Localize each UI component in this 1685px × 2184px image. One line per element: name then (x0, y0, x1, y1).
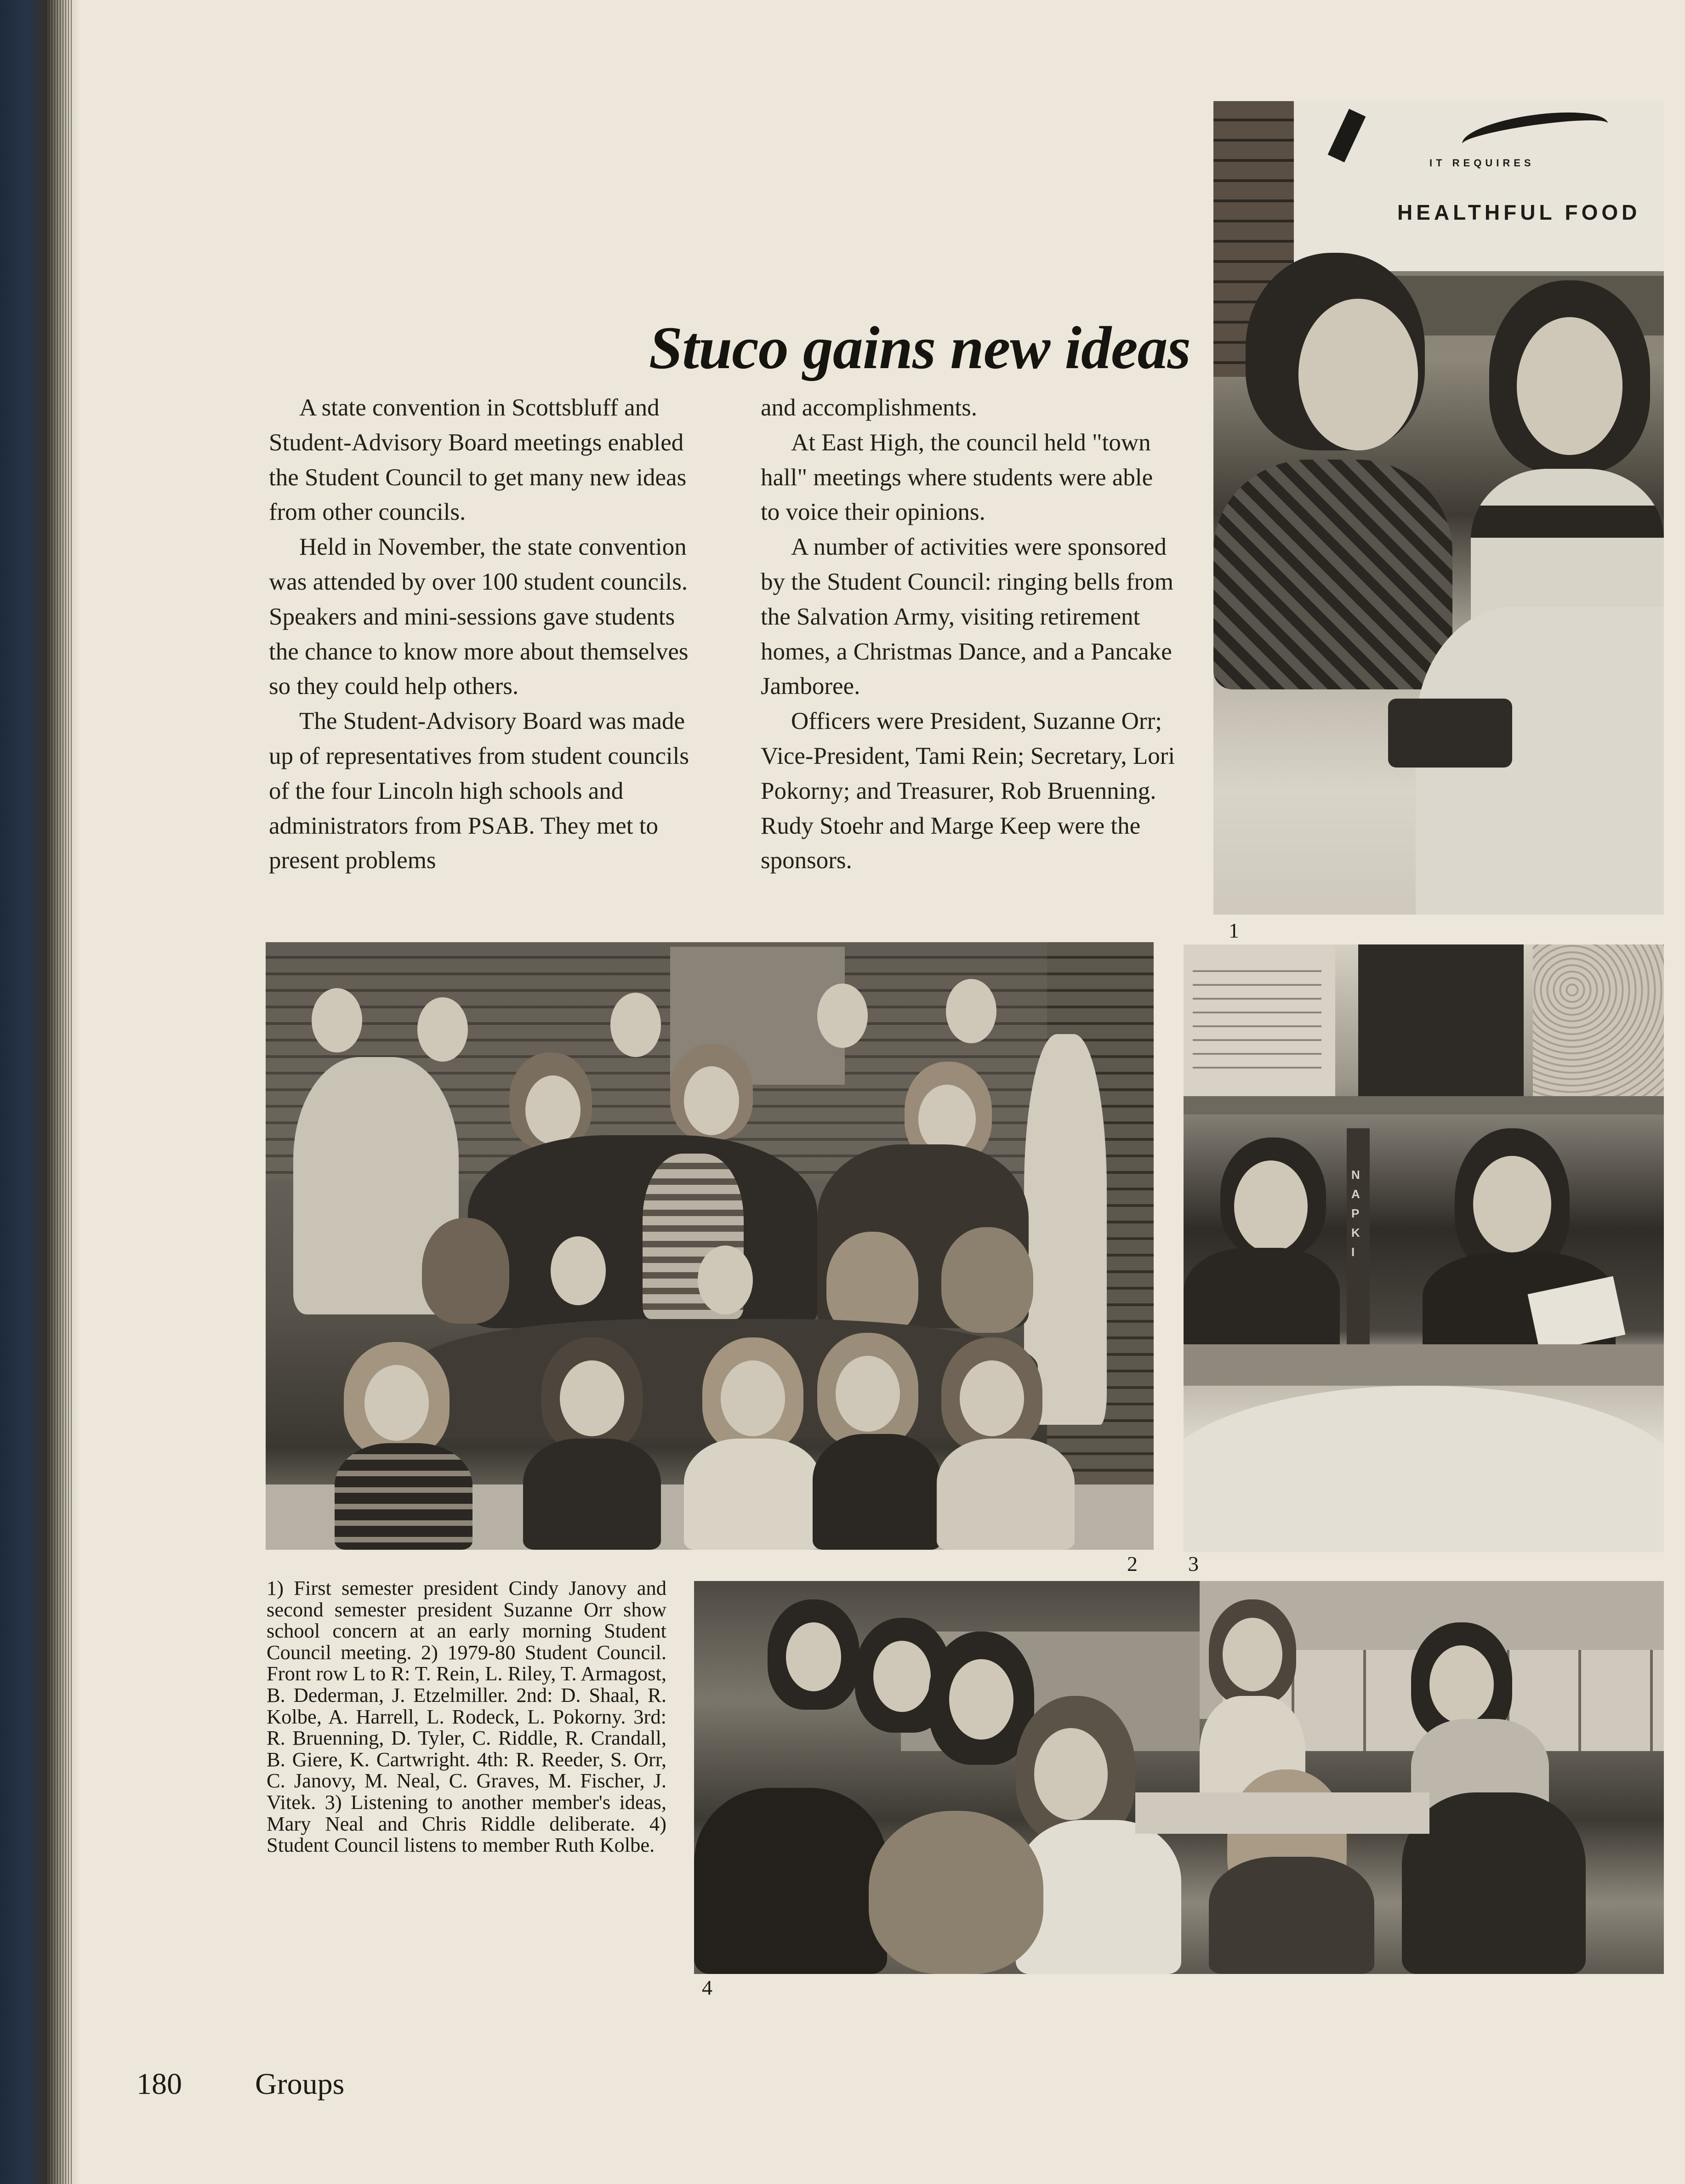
article-paragraph: and accomplishments. (761, 394, 977, 421)
person-foreground (1402, 1792, 1586, 1974)
photo-captions: 1) First semester president Cindy Janovy and second semester president Suzanne Orr show school concern at an early morning Student Council meeting. 2) 1979-80 Student Council. Front row L to R: T. Rein, L. Riley, T. Armagost, B. Dederman, J. Etzelmiller. 2nd: D. Shaal, R. Kolbe, A. Harrell, L. Rodeck, L. Pokorny. 3rd: R. Bruenning, D. Tyler, C. Riddle, R. Crandall, B. Giere, K. Cartwright. 4th: R. Reeder, S. Orr, C. Janovy, M. Neal, C. Graves, M. Fischer, J. Vitek. 3) Listening to another member's ideas, Mary Neal and Chris Riddle deliberate. 4) Student Council listens to member Ruth Kolbe. (267, 1576, 666, 1857)
page-number: 180 (137, 2067, 182, 2101)
article-paragraph: A number of activities were sponsored by the Student Council: ringing bells from the Salvation Army, visiting retirement homes, a Christmas Dance, and a Pancake Jamboree. (761, 534, 1173, 700)
person-foreground (694, 1788, 887, 1974)
article-paragraph: The Student-Advisory Board was made up of representatives from student councils of the four Lincoln high schools and administrators from PSAB. They met to present problems (269, 708, 689, 874)
napkin-cabinet-text: NAPKI (1351, 1168, 1364, 1259)
student-body (813, 1434, 941, 1550)
student-body (523, 1439, 661, 1550)
photo-number-4: 4 (702, 1976, 712, 1999)
student-face (417, 997, 468, 1062)
photo-1-council-presidents (1213, 101, 1664, 915)
student-face (684, 1066, 739, 1135)
round-table (1184, 1386, 1664, 1552)
folded-item (1388, 699, 1512, 768)
headline: Stuco gains new ideas (649, 314, 1190, 381)
person-face (1298, 299, 1418, 450)
student-body (937, 1439, 1075, 1550)
article-paragraph: A state convention in Scottsbluff and Student-Advisory Board meetings enabled the Student Council to get many new ideas from other councils. (269, 394, 687, 526)
person-face (1034, 1728, 1108, 1820)
article-column-2 (761, 391, 1177, 878)
doorway (1358, 944, 1524, 1096)
person-face (1473, 1156, 1551, 1252)
section-name: Groups (255, 2067, 345, 2101)
photo-number-1: 1 (1229, 919, 1239, 942)
sign-small-text: IT REQUIRES (1429, 157, 1535, 169)
article-column-1 (269, 391, 701, 878)
person-face (949, 1659, 1013, 1740)
person-body (1209, 1857, 1374, 1974)
student-face (836, 1356, 900, 1432)
student-face (817, 984, 868, 1048)
student-face (918, 1085, 976, 1154)
table-surface (1135, 1792, 1429, 1834)
article-paragraph: At East High, the council held "town hall" meetings where students were able to voice their opinions. (761, 429, 1153, 526)
person-face (786, 1622, 841, 1691)
counter-edge (1184, 1096, 1664, 1115)
article-paragraph: Officers were President, Suzanne Orr; Vice-President, Tami Rein; Secretary, Lori Pokorny; and Treasurer, Rob Bruenning. Rudy Stoehr and Marge Keep were the sponsors. (761, 708, 1175, 874)
person-face (1429, 1645, 1494, 1723)
person-hair-foreground (869, 1811, 1043, 1974)
wallpaper (1533, 944, 1664, 1096)
student-face (960, 1360, 1024, 1436)
article-paragraph: Held in November, the state convention was attended by over 100 student councils. Speakers and mini-sessions gave students the chance to know more about themselves so they could help others. (269, 534, 689, 700)
student-hair (941, 1227, 1033, 1333)
person-body (1184, 1248, 1340, 1358)
plaid-shirt (1213, 460, 1452, 689)
handwritten-notes (1193, 958, 1321, 1078)
student-face (946, 979, 996, 1043)
photo-3-members-deliberate (1184, 944, 1664, 1552)
student-face (364, 1365, 429, 1441)
student-face (560, 1360, 624, 1436)
student-face (610, 993, 661, 1057)
student-face (525, 1075, 581, 1144)
student-face (698, 1246, 753, 1314)
sign-large-text: HEALTHFUL FOOD (1397, 200, 1641, 224)
table-surface (1184, 1344, 1664, 1386)
student-body (684, 1439, 822, 1550)
student-face (551, 1236, 606, 1305)
person-face (1234, 1160, 1308, 1252)
student-face (721, 1360, 785, 1436)
student-face (312, 988, 362, 1052)
photo-2-student-council-group (266, 942, 1154, 1550)
person-face (873, 1641, 931, 1712)
photo-number-3: 3 (1188, 1552, 1199, 1575)
person-face (1517, 317, 1622, 455)
striped-sweater (335, 1443, 472, 1550)
person-face (1223, 1618, 1282, 1691)
photo-number-2: 2 (1127, 1552, 1138, 1575)
photo-4-council-listens (694, 1581, 1664, 1974)
student-hair (422, 1218, 509, 1324)
page-edges (46, 0, 74, 2184)
